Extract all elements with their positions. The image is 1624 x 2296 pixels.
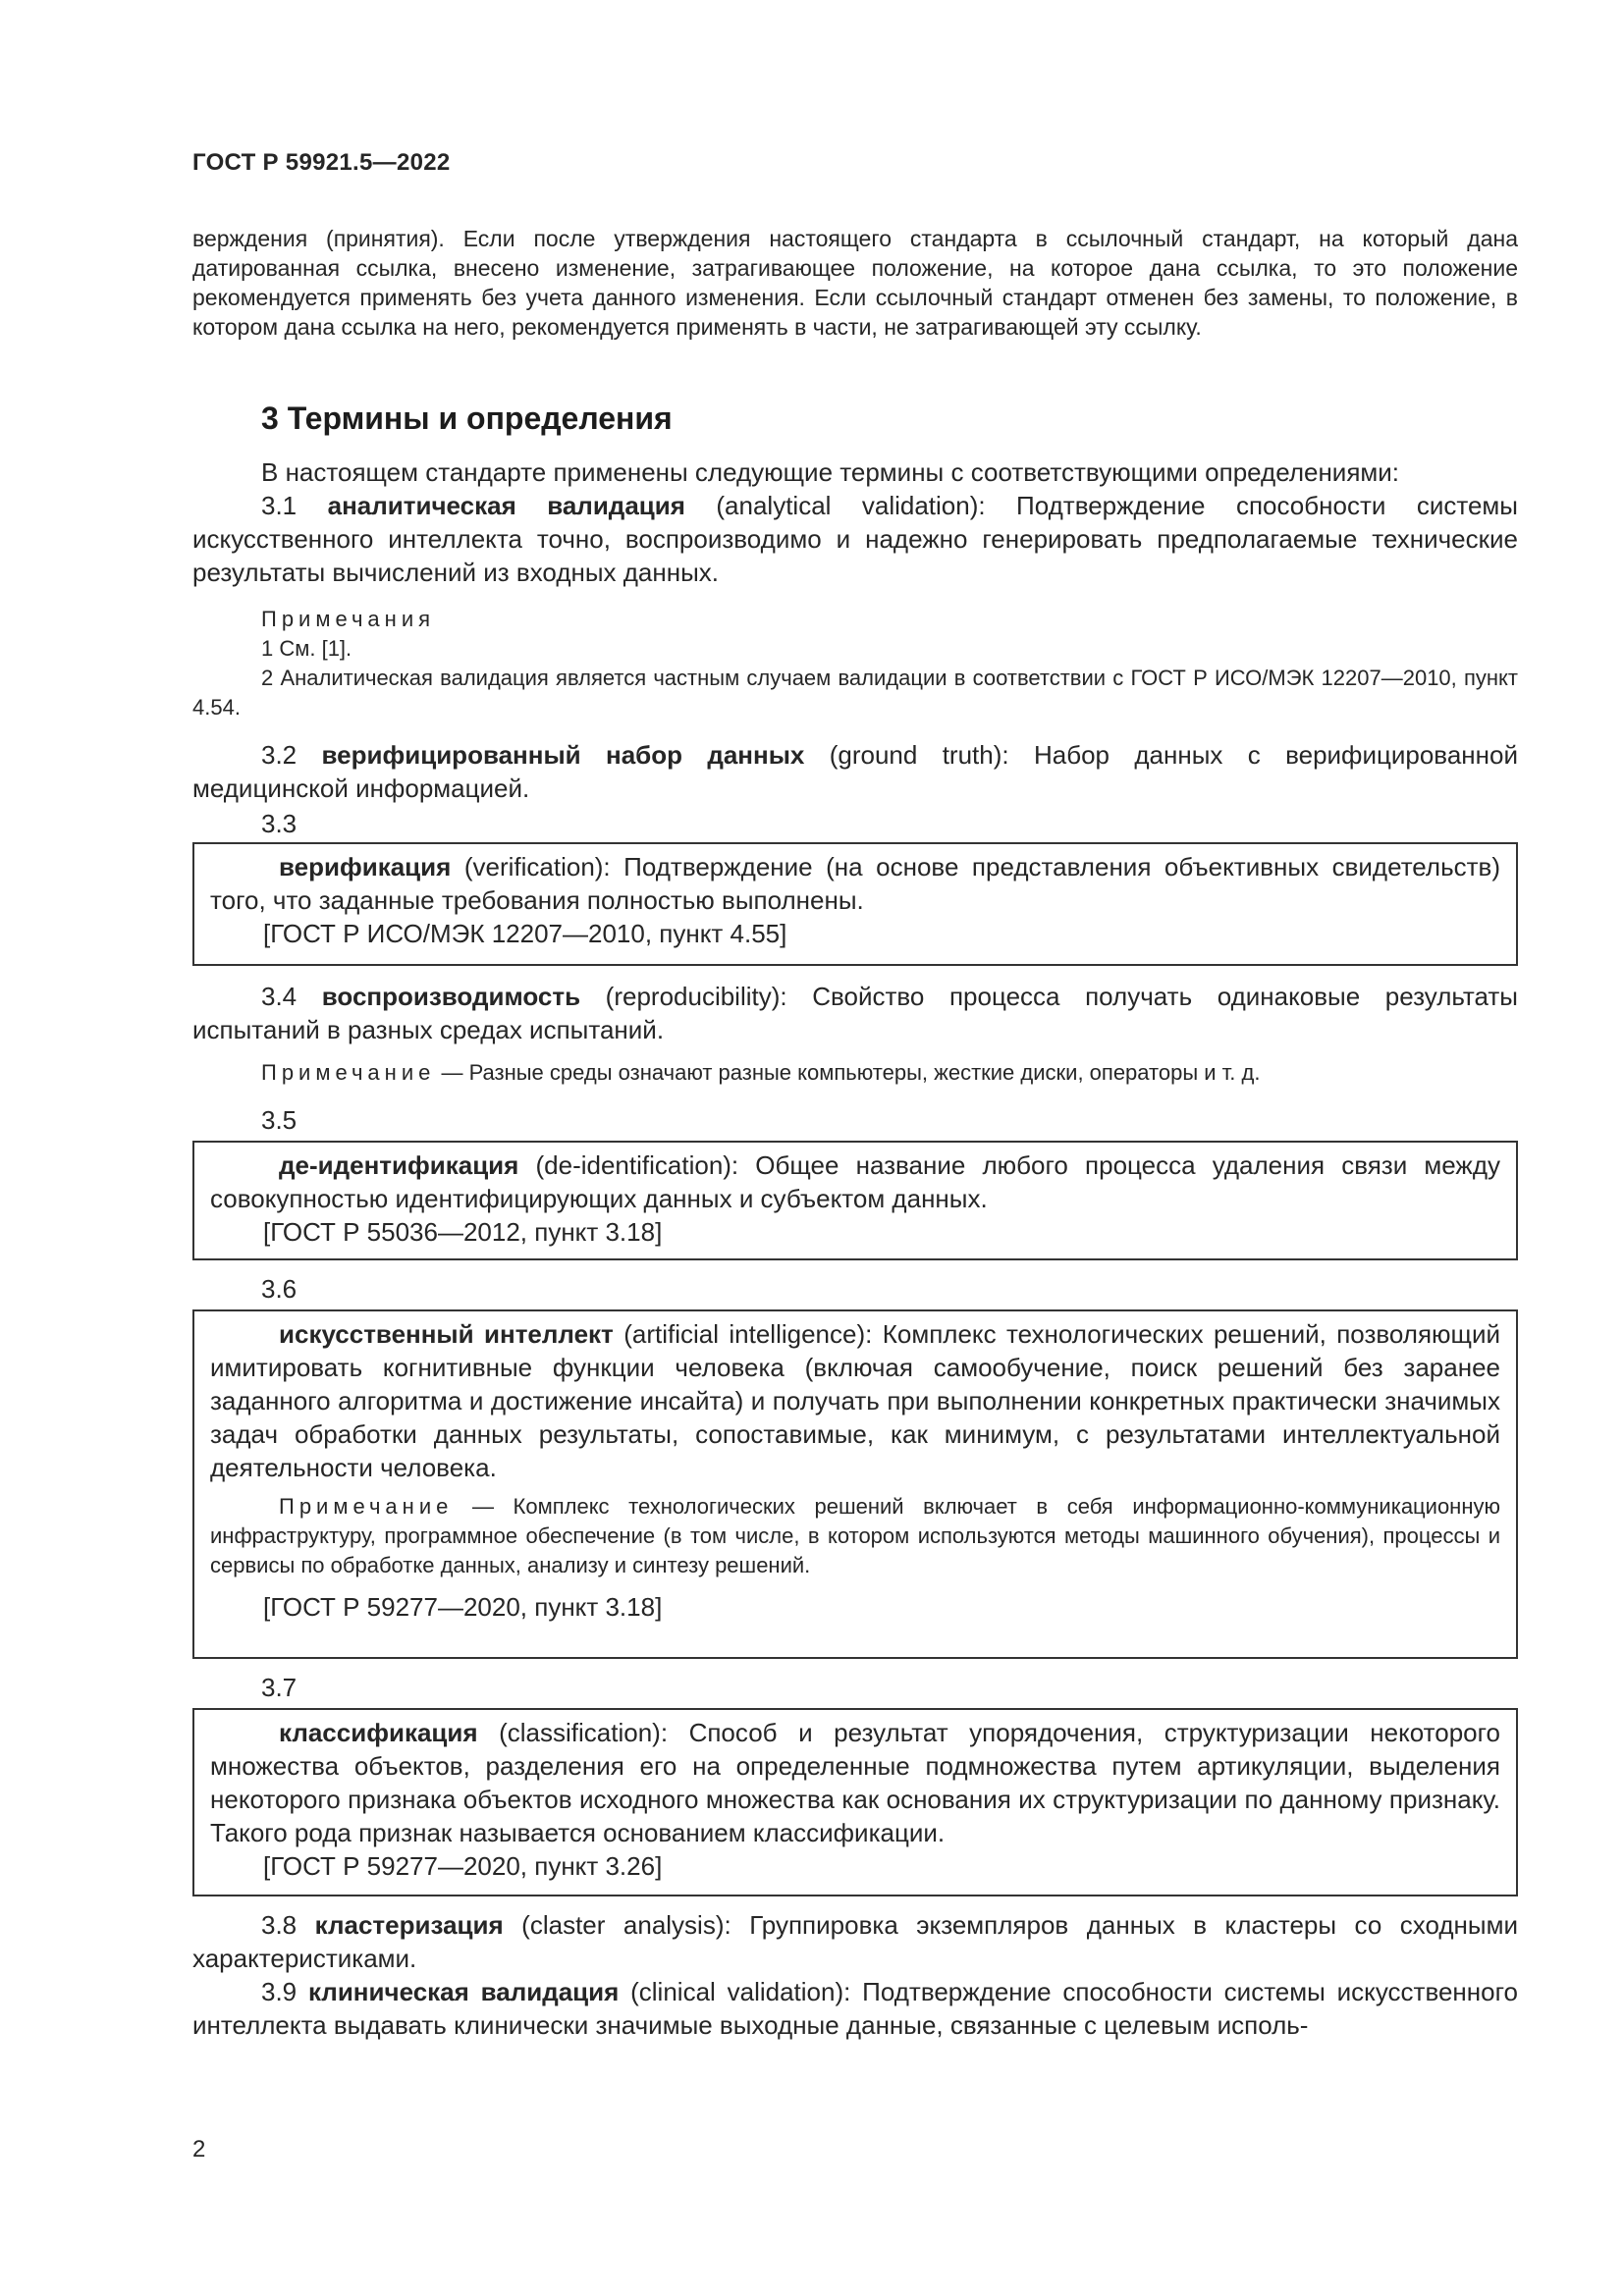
term-name: верифицированный набор данных bbox=[321, 740, 805, 770]
note-label: Примечание bbox=[279, 1494, 454, 1519]
term-3-9 bbox=[192, 1975, 1518, 2042]
term-3-3-box bbox=[192, 842, 1518, 966]
page-number: 2 bbox=[192, 2136, 206, 2163]
intro-text: верждения (принятия). Если после утверждения настоящего стандарта в ссылочный стандарт, на который дана датированная ссылка, внесено изменение, затрагивающее положение, на которое дана ссылка, то это положение рекомендуется применять без учета данного изменения. Если ссылочный стандарт отменен без замены, то положение, в котором дана ссылка на него, рекомендуется применять в части, не затрагивающей эту ссылку. bbox=[192, 226, 1518, 340]
term-3-8-3-9-block bbox=[192, 1908, 1518, 2042]
intro-paragraph bbox=[192, 224, 1518, 342]
term-number: 3.8 bbox=[261, 1910, 298, 1940]
term-3-2 bbox=[192, 738, 1518, 805]
note-1: 1 См. [1]. bbox=[261, 636, 352, 661]
term-3-1-notes bbox=[192, 605, 1518, 722]
term-3-7-number: 3.7 bbox=[261, 1673, 298, 1702]
term-definition: (reproducibility): Свойство процесса получать одинаковые результаты испытаний в разных средах испытаний. bbox=[192, 982, 1518, 1044]
term-definition: (verification): Подтверждение (на основе представления объективных свидетельств) того, что заданные требования полностью выполнены. bbox=[210, 852, 1501, 915]
note-text: — Комплекс технологических решений включает в себя информационно-коммуникационную инфраструктуру, программное обеспечение (в том числе, в котором используются методы машинного обучения), процессы и сервисы по обработке данных, анализу и синтезу решений. bbox=[210, 1494, 1500, 1577]
term-source: [ГОСТ Р 59277—2020, пункт 3.26] bbox=[263, 1851, 663, 1881]
term-source: [ГОСТ Р 59277—2020, пункт 3.18] bbox=[263, 1592, 663, 1622]
term-name: классификация bbox=[279, 1718, 478, 1747]
term-name: аналитическая валидация bbox=[327, 491, 685, 520]
document-header: ГОСТ Р 59921.5—2022 bbox=[192, 149, 451, 176]
term-definition: (classification): Способ и результат упорядочения, структуризации некоторого множества объектов, разделения его на определенные подмножества путем артикуляции, выделения некоторого признака объектов исходного множества как основания их структуризации по данному признаку. Такого рода признак называется основанием классификации. bbox=[210, 1718, 1500, 1847]
term-name: де-идентификация bbox=[279, 1150, 519, 1180]
term-name: верификация bbox=[279, 852, 452, 881]
term-3-6-box bbox=[192, 1309, 1518, 1659]
term-number: 3.9 bbox=[261, 1977, 298, 2006]
term-name: искусственный интеллект bbox=[279, 1319, 614, 1349]
term-3-5-box bbox=[192, 1141, 1518, 1260]
term-name: кластеризация bbox=[314, 1910, 504, 1940]
term-3-4 bbox=[192, 980, 1518, 1046]
term-source: [ГОСТ Р 55036—2012, пункт 3.18] bbox=[263, 1217, 663, 1247]
term-3-8 bbox=[192, 1908, 1518, 1975]
term-3-1 bbox=[192, 489, 1518, 589]
term-name: воспроизводимость bbox=[321, 982, 581, 1011]
term-number: 3.2 bbox=[261, 740, 298, 770]
term-3-6-number: 3.6 bbox=[261, 1274, 298, 1304]
term-definition: (clinical validation): Подтверждение способности системы искусственного интеллекта выдавать клинически значимые выходные данные, связанные с целевым исполь- bbox=[192, 1977, 1518, 2040]
note-text: — Разные среды означают разные компьютеры, жесткие диски, операторы и т. д. bbox=[441, 1060, 1261, 1085]
term-3-7-box bbox=[192, 1708, 1518, 1896]
note-2: 2 Аналитическая валидация является частным случаем валидации в соответствии с ГОСТ Р ИСО/МЭК 12207—2010, пункт 4.54. bbox=[192, 666, 1518, 720]
term-number: 3.4 bbox=[261, 982, 298, 1011]
section-lead: В настоящем стандарте применены следующие термины с соответствующими определениями: bbox=[261, 457, 1400, 487]
section-title: 3 Термины и определения bbox=[261, 400, 673, 436]
term-3-3-number: 3.3 bbox=[261, 809, 298, 838]
term-3-5-number: 3.5 bbox=[261, 1105, 298, 1135]
term-definition: (ground truth): Набор данных с верифицированной медицинской информацией. bbox=[192, 740, 1518, 803]
term-number: 3.1 bbox=[261, 491, 298, 520]
term-definition: (de-identification): Общее название любого процесса удаления связи между совокупностью идентифицирующих данных и субъектом данных. bbox=[210, 1150, 1500, 1213]
term-source: [ГОСТ Р ИСО/МЭК 12207—2010, пункт 4.55] bbox=[263, 919, 787, 948]
term-definition: (claster analysis): Группировка экземпляров данных в кластеры со сходными характеристиками. bbox=[192, 1910, 1518, 1973]
term-name: клиническая валидация bbox=[307, 1977, 620, 2006]
term-definition: (artificial intelligence): Комплекс технологических решений, позволяющий имитировать когнитивные функции человека (включая самообучение, поиск решений без заранее заданного алгоритма и достижение инсайта) и получать при выполнении конкретных практически значимых задач обработки данных результаты, сопоставимые, как минимум, с результатами интеллектуальной деятельности человека. bbox=[210, 1319, 1500, 1482]
notes-title: Примечания bbox=[261, 607, 436, 631]
term-definition: (analytical validation): Подтверждение способности системы искусственного интеллекта точно, воспроизводимо и надежно генерировать предполагаемые технические результаты вычислений из входных данных. bbox=[192, 491, 1518, 587]
term-3-4-note bbox=[192, 1058, 1518, 1088]
note-label: Примечание bbox=[261, 1060, 436, 1085]
term-3-1-block bbox=[192, 455, 1518, 589]
